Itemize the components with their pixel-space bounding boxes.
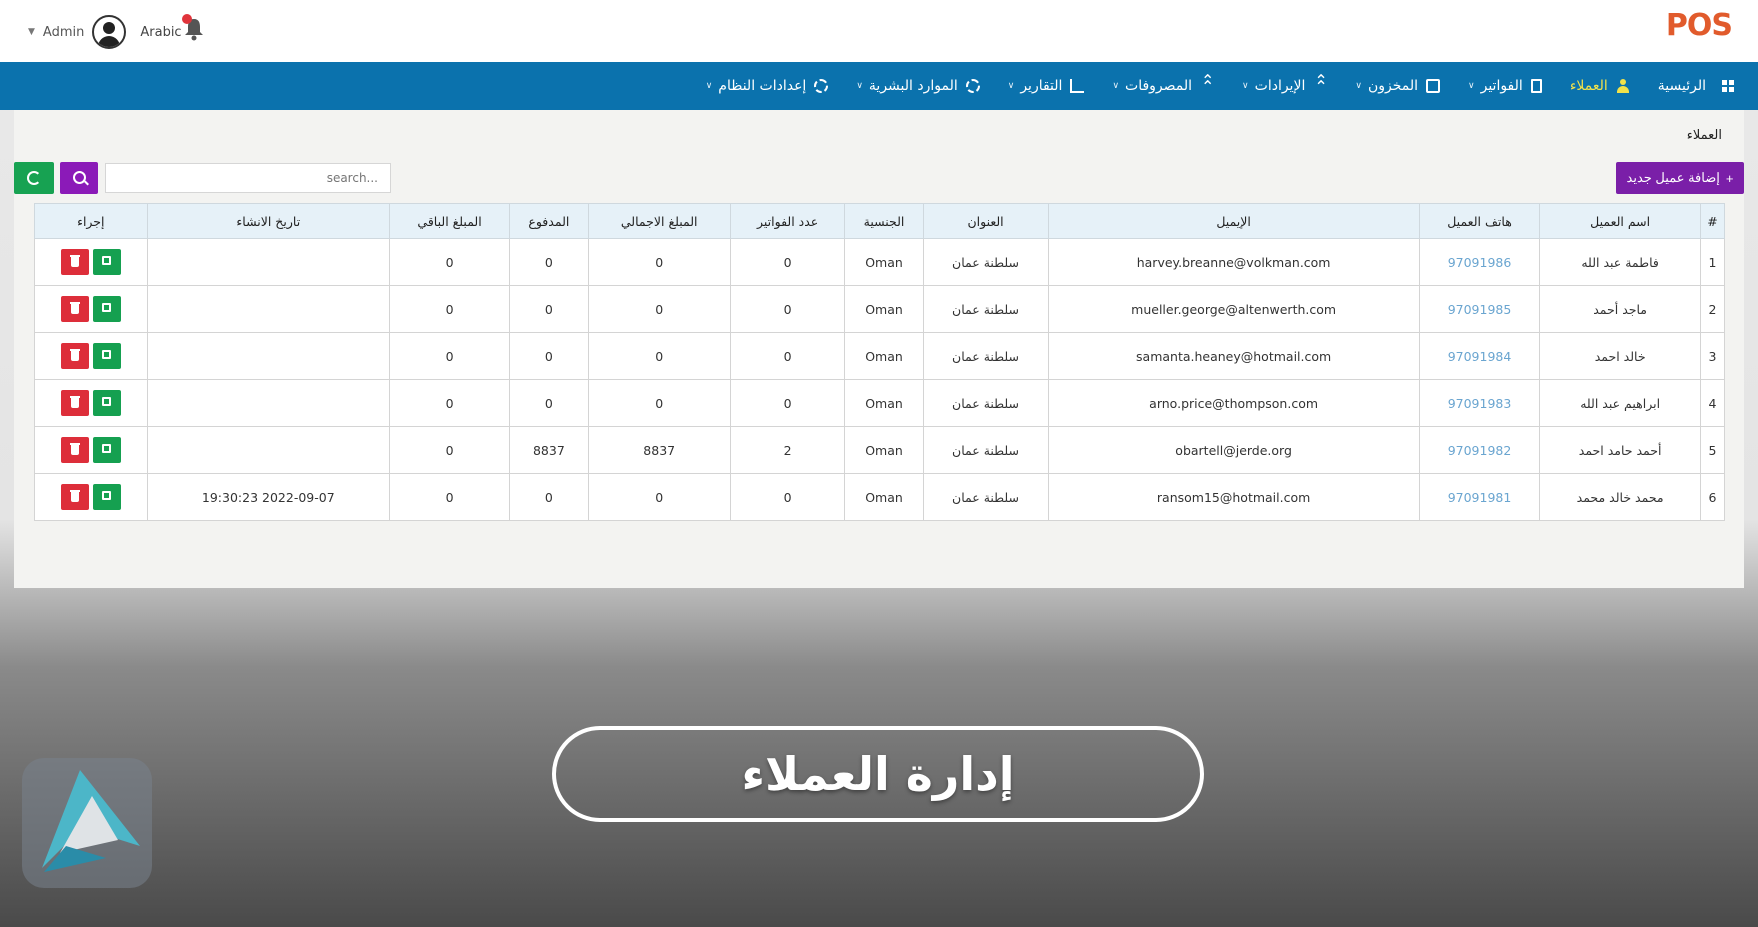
table-cell: Oman <box>845 474 923 521</box>
table-row <box>35 286 1725 333</box>
table-cell: Oman <box>845 427 923 474</box>
edit-icon <box>102 397 111 406</box>
plus-icon: + <box>1725 170 1734 186</box>
store-icon <box>1426 79 1440 93</box>
column-header: عدد الفواتير <box>730 204 845 239</box>
breadcrumb: العملاء <box>1686 128 1722 143</box>
edit-icon <box>102 491 111 500</box>
table-cell: 0 <box>389 427 509 474</box>
notification-bell-icon[interactable] <box>182 16 206 42</box>
table-cell[interactable]: 97091981 <box>1419 474 1540 521</box>
main-content <box>14 110 1744 588</box>
edit-icon <box>102 444 111 453</box>
table-cell: 0 <box>588 380 730 427</box>
table-cell: 0 <box>730 286 845 333</box>
refresh-button[interactable] <box>14 162 54 194</box>
trash-icon <box>71 492 79 502</box>
table-cell: سلطنة عمان <box>923 427 1048 474</box>
user-menu[interactable] <box>28 12 182 52</box>
table-cell: أحمد حامد احمد <box>1540 427 1701 474</box>
nav-item-6[interactable] <box>1008 78 1085 94</box>
row-actions <box>35 286 148 333</box>
table-cell: 0 <box>389 239 509 286</box>
angle-double-up-icon <box>1313 79 1327 93</box>
edit-button[interactable] <box>93 390 121 416</box>
table-cell: 0 <box>588 239 730 286</box>
nav-item-0[interactable] <box>1658 78 1728 94</box>
table-cell: 0 <box>389 333 509 380</box>
table-cell: mueller.george@altenwerth.com <box>1048 286 1419 333</box>
table-cell: 0 <box>730 333 845 380</box>
table-cell <box>147 333 389 380</box>
language-switch[interactable]: Arabic <box>140 24 182 40</box>
file-icon <box>1531 79 1542 93</box>
table-cell: سلطنة عمان <box>923 474 1048 521</box>
chevron-down-icon: ∨ <box>1355 81 1362 91</box>
table-cell <box>147 380 389 427</box>
table-row <box>35 380 1725 427</box>
nav-item-label: الإيرادات <box>1254 78 1306 94</box>
delete-button[interactable] <box>61 484 89 510</box>
row-actions <box>35 333 148 380</box>
delete-button[interactable] <box>61 343 89 369</box>
table-cell: 0 <box>389 474 509 521</box>
table-cell[interactable]: 97091984 <box>1419 333 1540 380</box>
table-cell: Oman <box>845 286 923 333</box>
table-cell[interactable]: 97091983 <box>1419 380 1540 427</box>
edit-button[interactable] <box>93 437 121 463</box>
main-nav <box>0 62 1758 110</box>
trash-icon <box>71 398 79 408</box>
nav-item-1[interactable] <box>1570 78 1630 94</box>
edit-icon <box>102 256 111 265</box>
column-header: الإيميل <box>1048 204 1419 239</box>
table-cell: خالد احمد <box>1540 333 1701 380</box>
column-header: هاتف العميل <box>1419 204 1540 239</box>
nav-item-label: إعدادات النظام <box>718 78 807 94</box>
row-actions <box>35 427 148 474</box>
chart-icon <box>1070 79 1084 93</box>
column-header: اسم العميل <box>1540 204 1701 239</box>
gear-icon <box>966 79 980 93</box>
column-header: تاريخ الانشاء <box>147 204 389 239</box>
table-cell <box>147 427 389 474</box>
table-cell: 0 <box>588 286 730 333</box>
table-cell: 0 <box>730 239 845 286</box>
table-cell: ابراهيم عبد الله <box>1540 380 1701 427</box>
app-logo[interactable] <box>1666 8 1732 54</box>
edit-button[interactable] <box>93 296 121 322</box>
row-actions <box>35 474 148 521</box>
table-cell[interactable]: 97091986 <box>1419 239 1540 286</box>
logo-text: POS <box>1665 8 1732 43</box>
chevron-down-icon: ∨ <box>1112 81 1120 91</box>
channel-logo <box>22 758 152 888</box>
table-cell: Oman <box>845 239 923 286</box>
nav-item-4[interactable] <box>1242 78 1327 94</box>
table-cell: Oman <box>845 333 923 380</box>
avatar[interactable] <box>92 15 126 49</box>
table-cell: 0 <box>510 333 588 380</box>
search-input[interactable] <box>105 163 391 193</box>
nav-item-8[interactable] <box>706 78 829 94</box>
add-customer-button[interactable] <box>1616 162 1744 194</box>
table-row <box>35 474 1725 521</box>
nav-item-5[interactable] <box>1112 78 1214 94</box>
chevron-down-icon: ∨ <box>856 81 863 91</box>
angle-double-up-icon <box>1200 79 1214 93</box>
column-header: المبلغ الاجمالي <box>588 204 730 239</box>
table-cell: 0 <box>389 286 509 333</box>
table-cell <box>147 239 389 286</box>
nav-item-label: الرئيسية <box>1657 78 1706 94</box>
table-cell: سلطنة عمان <box>923 286 1048 333</box>
nav-item-label: الفواتير <box>1480 78 1523 94</box>
nav-item-label: التقارير <box>1020 78 1063 94</box>
table-row <box>35 427 1725 474</box>
delete-button[interactable] <box>61 249 89 275</box>
edit-icon <box>102 350 111 359</box>
delete-button[interactable] <box>61 437 89 463</box>
column-header: إجراء <box>35 204 148 239</box>
nav-item-label: المخزون <box>1367 78 1418 94</box>
column-header: الجنسية <box>845 204 923 239</box>
user-name[interactable]: Admin <box>42 24 85 40</box>
search-button[interactable] <box>60 162 98 194</box>
chevron-down-icon: ∨ <box>1468 81 1475 91</box>
table-cell: 6 <box>1700 474 1724 521</box>
table-cell: ماجد أحمد <box>1540 286 1701 333</box>
table-cell: سلطنة عمان <box>923 333 1048 380</box>
edit-button[interactable] <box>93 249 121 275</box>
table-cell: 8837 <box>510 427 588 474</box>
column-header: المدفوع <box>510 204 588 239</box>
table-cell: 8837 <box>588 427 730 474</box>
table-cell: 0 <box>588 474 730 521</box>
table-cell: سلطنة عمان <box>923 380 1048 427</box>
column-header: # <box>1700 204 1724 239</box>
customers-table <box>34 203 1725 521</box>
delete-button[interactable] <box>61 296 89 322</box>
table-cell: 0 <box>510 239 588 286</box>
table-row <box>35 239 1725 286</box>
delete-button[interactable] <box>61 390 89 416</box>
table-cell: فاطمة عبد الله <box>1540 239 1701 286</box>
table-cell: obartell@jerde.org <box>1048 427 1419 474</box>
table-cell: Oman <box>845 380 923 427</box>
chevron-down-icon: ∨ <box>705 81 713 91</box>
table-cell: 0 <box>510 474 588 521</box>
edit-icon <box>102 303 111 312</box>
top-bar <box>0 0 1758 62</box>
table-cell: 2 <box>1700 286 1724 333</box>
nav-item-2[interactable] <box>1468 78 1542 94</box>
edit-button[interactable] <box>93 484 121 510</box>
nav-item-label: المصروفات <box>1125 78 1193 94</box>
table-cell: arno.price@thompson.com <box>1048 380 1419 427</box>
table-cell: 0 <box>389 380 509 427</box>
chevron-down-icon: ∨ <box>1242 81 1249 91</box>
edit-button[interactable] <box>93 343 121 369</box>
nav-item-7[interactable] <box>856 78 979 94</box>
nav-item-label: الموارد البشرية <box>868 78 958 94</box>
table-cell: 0 <box>730 380 845 427</box>
column-header: العنوان <box>923 204 1048 239</box>
users-icon <box>1616 79 1630 93</box>
table-cell: سلطنة عمان <box>923 239 1048 286</box>
table-cell: 0 <box>588 333 730 380</box>
trash-icon <box>71 304 79 314</box>
table-cell <box>147 286 389 333</box>
table-cell: 0 <box>510 286 588 333</box>
table-cell: 2022-09-07 19:30:23 <box>147 474 389 521</box>
table-cell: 0 <box>510 380 588 427</box>
table-cell: محمد خالد محمد <box>1540 474 1701 521</box>
table-cell[interactable]: 97091985 <box>1419 286 1540 333</box>
table-cell: ransom15@hotmail.com <box>1048 474 1419 521</box>
notification-badge <box>182 14 192 24</box>
table-cell: 1 <box>1700 239 1724 286</box>
row-actions <box>35 380 148 427</box>
gear-icon <box>814 79 828 93</box>
table-row <box>35 333 1725 380</box>
add-customer-label: إضافة عميل جديد <box>1626 170 1720 185</box>
nav-item-label: العملاء <box>1569 78 1608 94</box>
table-cell: 4 <box>1700 380 1724 427</box>
table-cell: samanta.heaney@hotmail.com <box>1048 333 1419 380</box>
table-cell[interactable]: 97091982 <box>1419 427 1540 474</box>
trash-icon <box>71 445 79 455</box>
column-header: المبلغ الباقي <box>389 204 509 239</box>
table-cell: 2 <box>730 427 845 474</box>
table-header-row <box>35 204 1725 239</box>
row-actions <box>35 239 148 286</box>
overlay-title: إدارة العملاء <box>741 747 1015 801</box>
table-cell: 3 <box>1700 333 1724 380</box>
table-cell: harvey.breanne@volkman.com <box>1048 239 1419 286</box>
table-cell: 5 <box>1700 427 1724 474</box>
overlay-title-banner <box>552 726 1204 822</box>
trash-icon <box>71 351 79 361</box>
refresh-icon <box>27 171 41 185</box>
dashboard-icon <box>1714 79 1728 93</box>
trash-icon <box>71 257 79 267</box>
nav-item-3[interactable] <box>1355 78 1440 94</box>
chevron-down-icon[interactable]: ▼ <box>28 27 35 37</box>
chevron-down-icon: ∨ <box>1007 81 1015 91</box>
table-cell: 0 <box>730 474 845 521</box>
